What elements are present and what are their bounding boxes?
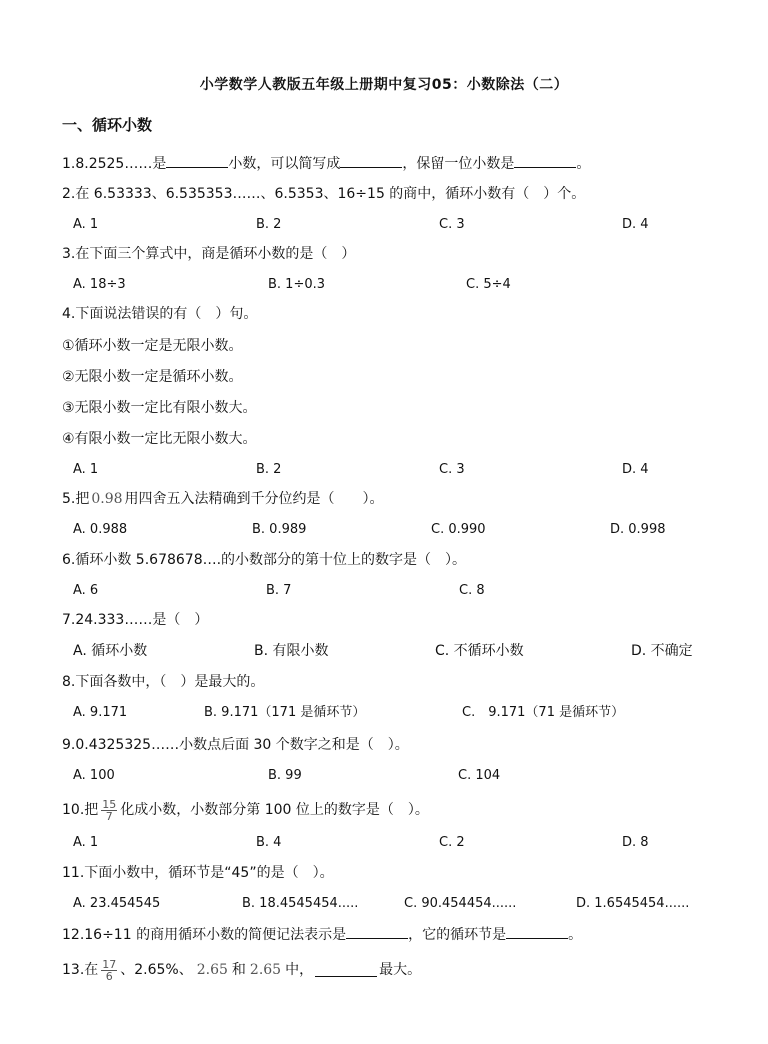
q5-text-post: 用四舍五入法精确到千分位约是（ ）。 (124, 491, 384, 507)
q13-fraction (101, 959, 117, 982)
q10-option-c[interactable]: C. 2 (439, 835, 465, 850)
question-1 (62, 154, 590, 173)
question-2: 2.在 6.53333、6.535353……、6.5353、16÷15 的商中，循环小数有（ ）个。 (62, 186, 586, 202)
q10-option-b[interactable]: B. 4 (256, 835, 282, 850)
q12-text-b: ，它的循环节是 (408, 927, 507, 943)
q13-text-pre: 13.在 (62, 962, 99, 978)
question-8: 8.下面各数中，（ ）是最大的。 (62, 674, 265, 690)
q9-option-b[interactable]: B. 99 (268, 768, 302, 783)
q4-item-1: ①循环小数一定是无限小数。 (62, 338, 243, 354)
q6-option-b[interactable]: B. 7 (266, 583, 292, 598)
q13-text-mid1: 、2.65%、 (120, 962, 193, 978)
q13-numerator: 17 (102, 957, 117, 971)
q4-option-c[interactable]: C. 3 (439, 462, 465, 477)
q12-blank-2[interactable] (506, 925, 568, 939)
q2-option-c[interactable]: C. 3 (439, 217, 465, 232)
q4-item-4: ④有限小数一定比无限小数大。 (62, 431, 257, 447)
q6-option-a[interactable]: A. 6 (73, 583, 99, 598)
question-12 (62, 925, 582, 944)
q11-option-c[interactable]: C. 90.454454...... (404, 896, 517, 911)
question-11: 11.下面小数中，循环节是“45”的是（ ）。 (62, 865, 334, 881)
q2-option-d[interactable]: D. 4 (622, 217, 649, 232)
q5-option-c[interactable]: C. 0.990 (431, 522, 486, 537)
q10-fraction (101, 799, 117, 822)
q8-option-c[interactable]: C. 9.171（71 是循环节） (462, 705, 625, 720)
q11-option-d[interactable]: D. 1.6545454...... (576, 896, 690, 911)
q1-blank-2[interactable] (340, 154, 402, 168)
q7-option-b[interactable]: B. 有限小数 (254, 643, 329, 659)
q13-blank[interactable] (315, 963, 377, 977)
q10-denominator: 7 (105, 809, 113, 823)
q7-option-d[interactable]: D. 不确定 (631, 643, 693, 659)
q13-text-post: 中， (285, 962, 314, 978)
question-13 (62, 955, 421, 985)
question-4: 4.下面说法错误的有（ ）句。 (62, 306, 258, 322)
q12-blank-1[interactable] (346, 925, 408, 939)
q10-numerator: 15 (102, 797, 117, 811)
q1-text-b: 小数，可以简写成 (228, 156, 341, 172)
q13-value-2: 2.65 (249, 962, 282, 978)
q5-number: 0.98 (91, 491, 123, 507)
q5-text-pre: 5.把 (62, 491, 90, 507)
q5-option-d[interactable]: D. 0.998 (610, 522, 666, 537)
q8-option-a[interactable]: A. 9.171 (73, 705, 128, 720)
q5-option-a[interactable]: A. 0.988 (73, 522, 128, 537)
q12-text-c: 。 (568, 927, 583, 943)
page-title: 小学数学人教版五年级上册期中复习05：小数除法（二） (199, 77, 569, 93)
question-10 (62, 795, 429, 825)
q1-text-d: 。 (576, 156, 591, 172)
q7-option-c[interactable]: C. 不循环小数 (435, 643, 524, 659)
q10-text-pre: 10.把 (62, 802, 99, 818)
question-3: 3.在下面三个算式中，商是循环小数的是（ ） (62, 246, 356, 262)
q9-option-c[interactable]: C. 104 (458, 768, 501, 783)
q11-option-b[interactable]: B. 18.4545454..... (242, 896, 359, 911)
q8-option-b[interactable]: B. 9.171（171 是循环节） (204, 705, 366, 720)
q11-option-a[interactable]: A. 23.454545 (73, 896, 161, 911)
question-5 (62, 490, 384, 508)
q4-item-2: ②无限小数一定是循环小数。 (62, 369, 243, 385)
q3-option-b[interactable]: B. 1÷0.3 (268, 277, 326, 292)
q3-option-a[interactable]: A. 18÷3 (73, 277, 126, 292)
q2-option-b[interactable]: B. 2 (256, 217, 282, 232)
q5-option-b[interactable]: B. 0.989 (252, 522, 307, 537)
q2-option-a[interactable]: A. 1 (73, 217, 99, 232)
q9-option-a[interactable]: A. 100 (73, 768, 115, 783)
q13-text-mid2: 和 (231, 962, 246, 978)
q13-denominator: 6 (105, 969, 113, 983)
q7-option-a[interactable]: A. 循环小数 (73, 643, 148, 659)
q4-item-3: ③无限小数一定比有限小数大。 (62, 400, 257, 416)
q10-option-d[interactable]: D. 8 (622, 835, 649, 850)
q4-option-b[interactable]: B. 2 (256, 462, 282, 477)
question-6: 6.循环小数 5.678678….的小数部分的第十位上的数字是（ ）。 (62, 552, 467, 568)
q13-value-1: 2.65 (196, 962, 228, 978)
q1-blank-3[interactable] (514, 154, 576, 168)
q3-option-c[interactable]: C. 5÷4 (466, 277, 511, 292)
q4-option-d[interactable]: D. 4 (622, 462, 649, 477)
q4-option-a[interactable]: A. 1 (73, 462, 99, 477)
q1-text-c: ，保留一位小数是 (402, 156, 515, 172)
q10-option-a[interactable]: A. 1 (73, 835, 99, 850)
q10-text-post: 化成小数，小数部分第 100 位上的数字是（ ）。 (120, 802, 429, 818)
q1-blank-1[interactable] (166, 154, 228, 168)
q13-text-end: 最大。 (379, 962, 422, 978)
q1-text-a: 1.8.2525……是 (62, 156, 167, 172)
q6-option-c[interactable]: C. 8 (459, 583, 485, 598)
question-9: 9.0.4325325……小数点后面 30 个数字之和是（ ）。 (62, 737, 409, 753)
question-7: 7.24.333……是（ ） (62, 612, 209, 628)
q12-text-a: 12.16÷11 的商用循环小数的简便记法表示是 (62, 927, 347, 943)
section-heading: 一、循环小数 (62, 116, 153, 134)
